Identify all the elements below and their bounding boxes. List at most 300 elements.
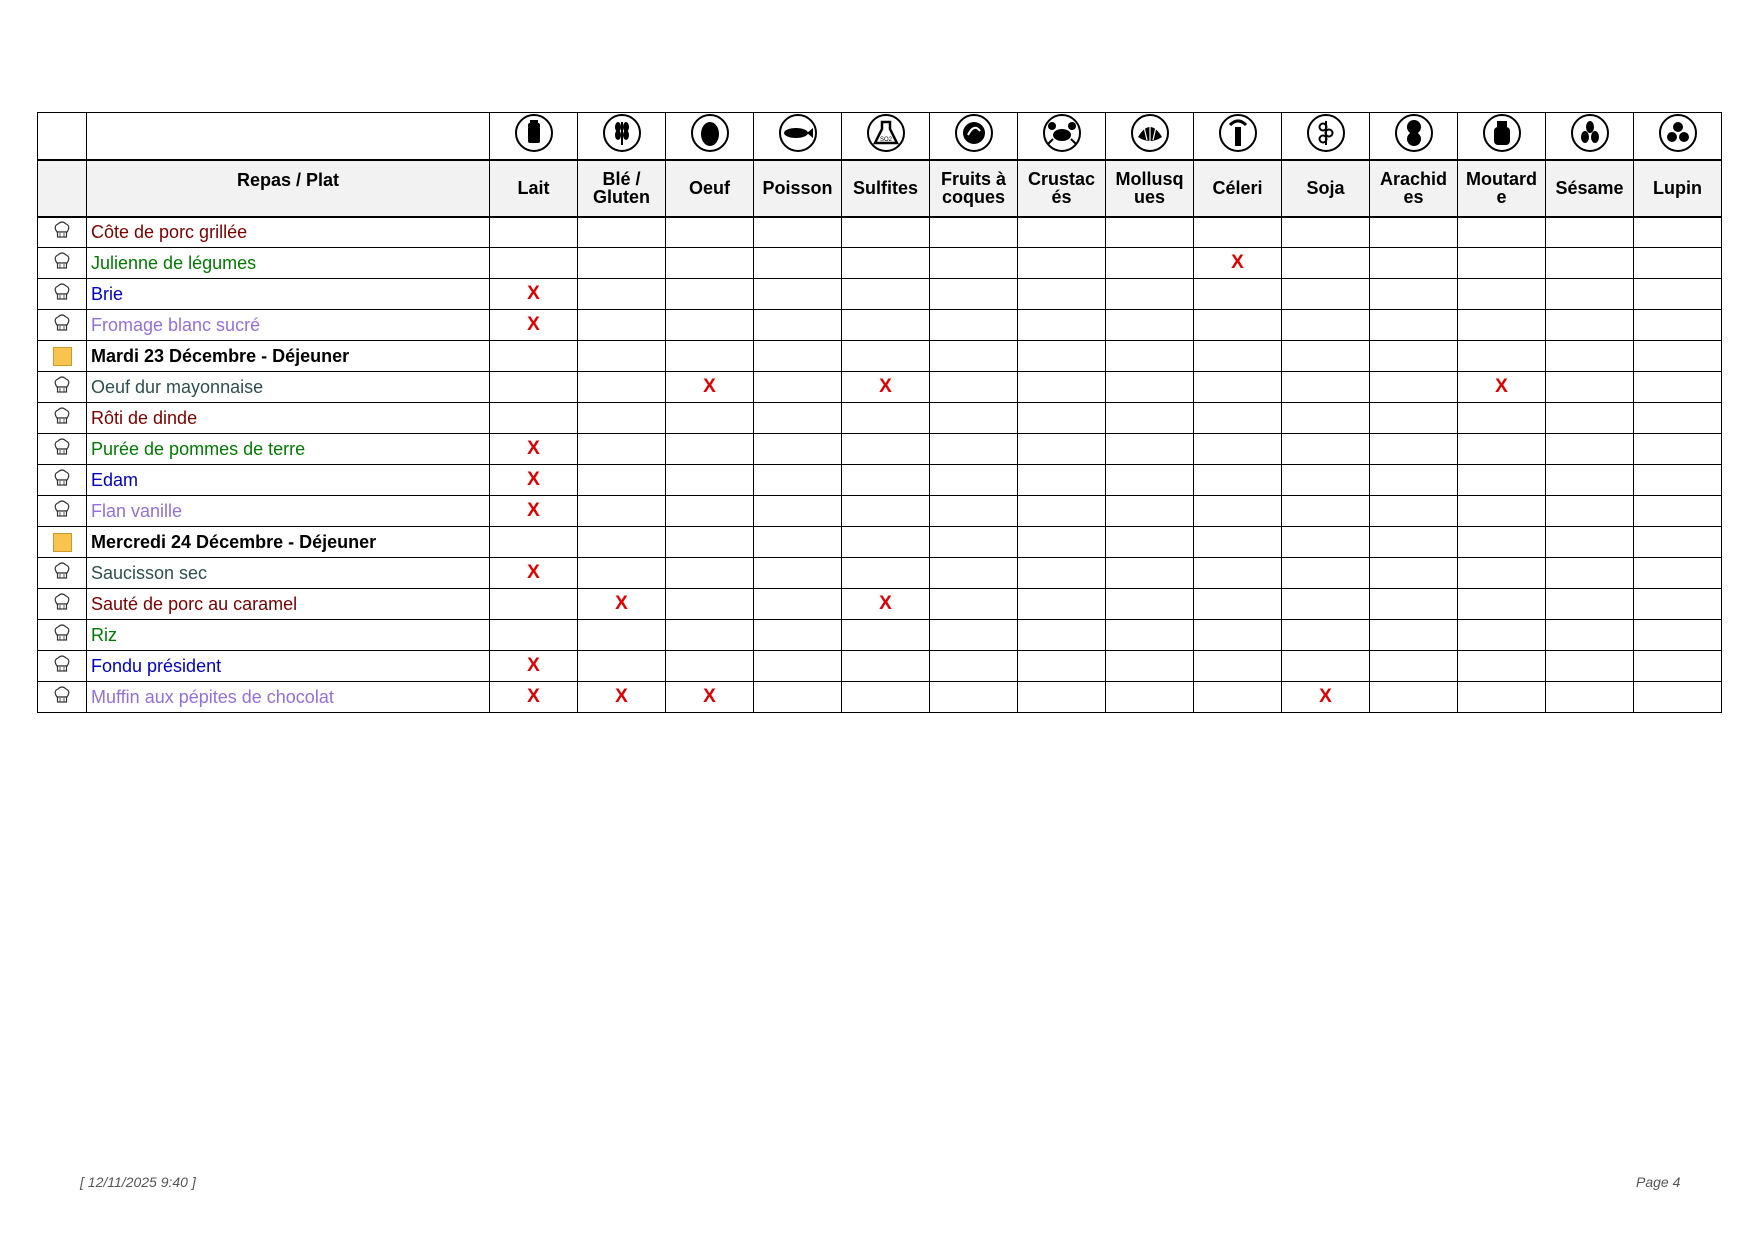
allergen-mark-cell [930, 465, 1018, 496]
allergen-mark-cell [1018, 620, 1106, 651]
dish-row [38, 496, 1722, 527]
allergen-mark-cell [1106, 589, 1194, 620]
allergen-mark-cell [1546, 372, 1634, 403]
chef-hat-icon [52, 282, 72, 307]
allergen-mark-cell [666, 496, 754, 527]
allergen-mark-cell [754, 558, 842, 589]
allergen-mark-cell [1194, 682, 1282, 713]
allergen-mark-cell [1634, 341, 1722, 372]
allergen-mark-cell [754, 248, 842, 279]
allergen-mark-cell [1546, 682, 1634, 713]
allergen-mark-cell [1546, 279, 1634, 310]
allergen-icon-cell [490, 113, 578, 160]
allergen-mark-cell [1106, 217, 1194, 248]
allergen-header-label: Sulfites [852, 178, 918, 198]
allergen-mark-cell [666, 434, 754, 465]
allergen-mark-cell [1282, 341, 1370, 372]
allergen-mark-cell [1370, 465, 1458, 496]
allergen-mark-cell [1370, 682, 1458, 713]
allergen-mark-cell [1634, 527, 1722, 558]
allergen-mark-cell [1018, 341, 1106, 372]
allergen-mark-cell [1194, 558, 1282, 589]
allergen-mark-cell [1282, 248, 1370, 279]
allergen-mark-cell [842, 434, 930, 465]
allergen-mark-cell [578, 341, 666, 372]
allergen-mark-cell [490, 527, 578, 558]
allergen-mark-cell [578, 527, 666, 558]
chef-hat-icon [52, 220, 72, 245]
allergen-mark-cell [1194, 403, 1282, 434]
dish-name: Saucisson sec [87, 558, 490, 589]
allergen-mark-cell [490, 620, 578, 651]
day-label: Mardi 23 Décembre - Déjeuner [87, 341, 490, 372]
allergen-mark-cell [842, 558, 930, 589]
allergen-header-label: Lait [517, 178, 550, 198]
day-label: Mercredi 24 Décembre - Déjeuner [87, 527, 490, 558]
allergen-mark-cell [578, 248, 666, 279]
allergen-mark-cell [1634, 217, 1722, 248]
allergen-mark-cell [578, 372, 666, 403]
allergen-mark-cell [490, 248, 578, 279]
allergen-mark-cell [930, 527, 1018, 558]
shell-icon [1130, 113, 1170, 158]
row-icon-cell [38, 620, 87, 651]
allergen-mark-cell [1458, 527, 1546, 558]
allergen-mark-cell [842, 403, 930, 434]
allergen-mark-cell [666, 341, 754, 372]
allergen-icon-cell [842, 113, 930, 160]
allergen-mark-cell: X [1458, 372, 1546, 403]
allergen-mark-cell [1634, 248, 1722, 279]
allergen-mark-cell [666, 651, 754, 682]
allergen-mark-cell [930, 434, 1018, 465]
allergen-mark-cell [1106, 310, 1194, 341]
allergen-mark-cell: X [490, 279, 578, 310]
blank-cell [87, 113, 490, 160]
allergen-mark-cell [1106, 651, 1194, 682]
allergen-header [930, 160, 1018, 217]
allergen-mark-cell [754, 403, 842, 434]
allergen-mark-cell [930, 651, 1018, 682]
allergen-header [1370, 160, 1458, 217]
allergen-mark-cell [842, 279, 930, 310]
allergen-mark-cell [1018, 434, 1106, 465]
allergen-mark-cell [666, 527, 754, 558]
allergen-mark-cell [754, 310, 842, 341]
allergen-mark-cell [1106, 620, 1194, 651]
allergen-mark-cell [1018, 217, 1106, 248]
allergen-header [1458, 160, 1546, 217]
chef-hat-icon [52, 654, 72, 679]
allergen-mark-cell [1106, 434, 1194, 465]
allergen-mark-cell [1018, 651, 1106, 682]
allergen-header [490, 160, 578, 217]
crab-icon [1042, 113, 1082, 158]
allergen-icon-cell [1018, 113, 1106, 160]
dish-name: Rôti de dinde [87, 403, 490, 434]
allergen-mark-cell [842, 217, 930, 248]
egg-icon [690, 113, 730, 158]
allergen-mark-cell: X [1194, 248, 1282, 279]
allergen-mark-cell [930, 372, 1018, 403]
allergen-mark-cell [754, 434, 842, 465]
row-icon-cell [38, 279, 87, 310]
allergen-mark-cell [666, 620, 754, 651]
allergen-header-label: Crustac [1027, 169, 1096, 189]
dish-name: Edam [87, 465, 490, 496]
row-icon-cell [38, 217, 87, 248]
allergen-mark-cell [842, 651, 930, 682]
allergen-mark-cell [1018, 527, 1106, 558]
dish-row [38, 589, 1722, 620]
allergen-mark-cell [1546, 527, 1634, 558]
allergen-mark-cell [1634, 403, 1722, 434]
allergen-icon-cell [754, 113, 842, 160]
allergen-mark-cell [1546, 403, 1634, 434]
allergen-mark-cell [1018, 589, 1106, 620]
chef-hat-icon [52, 437, 72, 462]
row-icon-cell [38, 682, 87, 713]
allergen-header [754, 160, 842, 217]
allergen-mark-cell [754, 682, 842, 713]
allergen-header [842, 160, 930, 217]
allergen-mark-cell [754, 651, 842, 682]
allergen-mark-cell [754, 465, 842, 496]
allergen-mark-cell: X [666, 372, 754, 403]
dish-name: Flan vanille [87, 496, 490, 527]
allergen-mark-cell [578, 620, 666, 651]
dish-row [38, 434, 1722, 465]
allergen-mark-cell: X [490, 651, 578, 682]
dish-name: Sauté de porc au caramel [87, 589, 490, 620]
allergen-mark-cell: X [490, 496, 578, 527]
allergen-mark-cell [1634, 434, 1722, 465]
allergen-mark-cell [666, 217, 754, 248]
allergen-mark-cell [1194, 372, 1282, 403]
allergen-mark-cell [1370, 248, 1458, 279]
allergen-mark-cell: X [490, 434, 578, 465]
allergen-mark-cell [1546, 248, 1634, 279]
allergen-header-label: Fruits à [940, 169, 1006, 189]
allergen-mark-cell [842, 682, 930, 713]
allergen-mark-cell: X [490, 310, 578, 341]
allergen-mark-cell [1370, 403, 1458, 434]
row-icon-cell [38, 341, 87, 372]
allergen-mark-cell: X [578, 589, 666, 620]
allergen-header-label: Moutard [1466, 169, 1537, 189]
allergen-mark-cell [1458, 341, 1546, 372]
allergen-icon-cell [1458, 113, 1546, 160]
allergen-mark-cell [1018, 465, 1106, 496]
footer-page-number: Page 4 [1636, 1174, 1681, 1190]
allergen-mark-cell [1370, 310, 1458, 341]
celery-icon [1218, 113, 1258, 158]
allergen-mark-cell [930, 558, 1018, 589]
allergen-icon-cell [1106, 113, 1194, 160]
dish-row [38, 310, 1722, 341]
allergen-mark-cell [1370, 651, 1458, 682]
allergen-mark-cell [930, 279, 1018, 310]
allergen-mark-cell [1458, 310, 1546, 341]
dish-name: Purée de pommes de terre [87, 434, 490, 465]
allergen-mark-cell [1282, 310, 1370, 341]
allergen-icon-cell [666, 113, 754, 160]
chef-hat-icon [52, 685, 72, 710]
allergen-mark-cell [578, 465, 666, 496]
allergen-mark-cell [1106, 403, 1194, 434]
dish-name: Oeuf dur mayonnaise [87, 372, 490, 403]
dish-row [38, 558, 1722, 589]
allergen-mark-cell [578, 403, 666, 434]
allergen-mark-cell [578, 434, 666, 465]
allergen-mark-cell [1106, 527, 1194, 558]
dish-name: Brie [87, 279, 490, 310]
milk-bottle-icon [514, 113, 554, 158]
allergen-mark-cell [1106, 465, 1194, 496]
allergen-mark-cell [1106, 248, 1194, 279]
allergen-mark-cell [1282, 620, 1370, 651]
allergen-mark-cell [754, 527, 842, 558]
row-icon-cell [38, 310, 87, 341]
allergen-mark-cell: X [490, 682, 578, 713]
row-icon-cell [38, 496, 87, 527]
allergen-mark-cell [1018, 682, 1106, 713]
allergen-header-label: ues [1133, 187, 1166, 207]
allergen-mark-cell [1634, 558, 1722, 589]
allergen-mark-cell [1106, 558, 1194, 589]
allergen-mark-cell [1458, 403, 1546, 434]
allergen-mark-cell [578, 496, 666, 527]
dish-row [38, 372, 1722, 403]
allergen-mark-cell [1018, 496, 1106, 527]
allergen-mark-cell [1634, 620, 1722, 651]
allergen-header-label: Lupin [1653, 178, 1702, 198]
allergen-mark-cell [842, 465, 930, 496]
allergen-mark-cell [842, 620, 930, 651]
footer-timestamp: [ 12/11/2025 9:40 ] [80, 1174, 196, 1190]
allergen-mark-cell [490, 372, 578, 403]
row-icon-cell [38, 651, 87, 682]
chef-hat-icon [52, 623, 72, 648]
allergen-mark-cell [578, 279, 666, 310]
row-icon-cell [38, 372, 87, 403]
allergen-icon-cell [1634, 113, 1722, 160]
row-icon-cell [38, 465, 87, 496]
allergen-mark-cell [1370, 279, 1458, 310]
allergen-header-label: Gluten [593, 187, 650, 207]
day-header-row [38, 527, 1722, 558]
meal-day-icon [53, 347, 72, 366]
allergen-mark-cell [1370, 372, 1458, 403]
allergen-mark-cell [1634, 651, 1722, 682]
allergen-icon-cell [578, 113, 666, 160]
allergen-mark-cell [1194, 651, 1282, 682]
dish-row [38, 248, 1722, 279]
allergen-mark-cell: X [490, 465, 578, 496]
allergen-table [37, 112, 1722, 713]
allergen-mark-cell [1194, 620, 1282, 651]
allergen-mark-cell [1370, 620, 1458, 651]
allergen-mark-cell [1018, 372, 1106, 403]
blank-header-cell [38, 160, 87, 217]
chef-hat-icon [52, 313, 72, 338]
allergen-mark-cell [842, 527, 930, 558]
allergen-mark-cell [1106, 496, 1194, 527]
allergen-mark-cell [1194, 496, 1282, 527]
allergen-mark-cell [666, 310, 754, 341]
allergen-mark-cell [1018, 403, 1106, 434]
chef-hat-icon [52, 468, 72, 493]
row-icon-cell [38, 248, 87, 279]
allergen-mark-cell [1282, 651, 1370, 682]
soy-icon [1306, 113, 1346, 158]
allergen-mark-cell [1194, 589, 1282, 620]
allergen-mark-cell [490, 403, 578, 434]
allergen-mark-cell [1282, 465, 1370, 496]
allergen-mark-cell [1018, 248, 1106, 279]
allergen-icon-cell [1282, 113, 1370, 160]
allergen-icon-cell [930, 113, 1018, 160]
allergen-mark-cell [1282, 496, 1370, 527]
allergen-mark-cell [1370, 589, 1458, 620]
chef-hat-icon [52, 561, 72, 586]
nut-icon [954, 113, 994, 158]
dish-name: Muffin aux pépites de chocolat [87, 682, 490, 713]
allergen-header [1106, 160, 1194, 217]
day-header-row [38, 341, 1722, 372]
row-icon-cell [38, 589, 87, 620]
allergen-mark-cell [1370, 434, 1458, 465]
dish-row [38, 620, 1722, 651]
allergen-mark-cell [1282, 372, 1370, 403]
allergen-mark-cell [930, 496, 1018, 527]
allergen-mark-cell [930, 248, 1018, 279]
allergen-mark-cell [578, 217, 666, 248]
allergen-mark-cell [1282, 589, 1370, 620]
allergen-mark-cell [1106, 682, 1194, 713]
wheat-icon [602, 113, 642, 158]
allergen-header-label: Mollusq [1115, 169, 1184, 189]
header-row [38, 160, 1722, 217]
allergen-mark-cell: X [1282, 682, 1370, 713]
row-icon-cell [38, 558, 87, 589]
allergen-mark-cell [1546, 651, 1634, 682]
allergen-mark-cell [1370, 527, 1458, 558]
row-icon-cell [38, 403, 87, 434]
allergen-mark-cell [1634, 496, 1722, 527]
allergen-mark-cell [578, 558, 666, 589]
row-icon-cell [38, 527, 87, 558]
allergen-mark-cell [842, 496, 930, 527]
allergen-header-label: coques [941, 187, 1006, 207]
allergen-mark-cell [666, 465, 754, 496]
allergen-header [1018, 160, 1106, 217]
allergen-icon-cell [1370, 113, 1458, 160]
allergen-mark-cell [1370, 341, 1458, 372]
row-icon-cell [38, 434, 87, 465]
allergen-mark-cell [1634, 589, 1722, 620]
allergen-mark-cell [666, 403, 754, 434]
allergen-mark-cell [1106, 341, 1194, 372]
allergen-mark-cell [1018, 310, 1106, 341]
dish-name: Riz [87, 620, 490, 651]
allergen-mark-cell [666, 589, 754, 620]
allergen-mark-cell [930, 403, 1018, 434]
allergen-header-label: Sésame [1555, 178, 1624, 198]
allergen-mark-cell [754, 589, 842, 620]
lupin-icon [1658, 113, 1698, 158]
allergen-mark-cell [1546, 217, 1634, 248]
allergen-mark-cell [1458, 279, 1546, 310]
allergen-mark-cell [578, 651, 666, 682]
allergen-mark-cell [666, 279, 754, 310]
allergen-mark-cell [1458, 620, 1546, 651]
allergen-mark-cell [1282, 217, 1370, 248]
allergen-mark-cell [842, 310, 930, 341]
dish-name: Julienne de légumes [87, 248, 490, 279]
allergen-mark-cell [1546, 341, 1634, 372]
allergen-mark-cell [1458, 589, 1546, 620]
allergen-mark-cell [842, 341, 930, 372]
dish-column-header: Repas / Plat [87, 160, 490, 217]
allergen-mark-cell [1546, 434, 1634, 465]
allergen-mark-cell: X [842, 589, 930, 620]
allergen-mark-cell [754, 217, 842, 248]
allergen-mark-cell [1546, 558, 1634, 589]
allergen-header-label: Céleri [1212, 178, 1263, 198]
allergen-icon-row [38, 113, 1722, 160]
allergen-mark-cell [1458, 434, 1546, 465]
allergen-mark-cell [1546, 589, 1634, 620]
allergen-mark-cell [1106, 279, 1194, 310]
allergen-mark-cell [490, 341, 578, 372]
allergen-mark-cell [930, 310, 1018, 341]
allergen-header [1546, 160, 1634, 217]
allergen-mark-cell [1458, 217, 1546, 248]
allergen-icon-cell [1546, 113, 1634, 160]
allergen-mark-cell [1194, 465, 1282, 496]
allergen-header-label: e [1496, 187, 1507, 207]
allergen-header [1634, 160, 1722, 217]
dish-row [38, 403, 1722, 434]
chef-hat-icon [52, 592, 72, 617]
allergen-mark-cell: X [666, 682, 754, 713]
peanut-icon [1394, 113, 1434, 158]
dish-row [38, 279, 1722, 310]
allergen-mark-cell [1370, 558, 1458, 589]
allergen-mark-cell [1634, 310, 1722, 341]
mustard-jar-icon [1482, 113, 1522, 158]
allergen-mark-cell [1458, 682, 1546, 713]
allergen-mark-cell [1370, 217, 1458, 248]
allergen-mark-cell [930, 620, 1018, 651]
allergen-mark-cell [578, 310, 666, 341]
svg-text:SO2: SO2 [879, 137, 892, 144]
allergen-mark-cell [666, 558, 754, 589]
allergen-mark-cell [1018, 279, 1106, 310]
allergen-mark-cell [1106, 372, 1194, 403]
chef-hat-icon [52, 499, 72, 524]
allergen-mark-cell [1458, 558, 1546, 589]
allergen-mark-cell [1282, 558, 1370, 589]
allergen-header-label: Blé / [602, 169, 641, 189]
allergen-mark-cell [666, 248, 754, 279]
allergen-mark-cell [1282, 279, 1370, 310]
allergen-mark-cell: X [578, 682, 666, 713]
allergen-header-label: Arachid [1379, 169, 1448, 189]
allergen-mark-cell [1282, 527, 1370, 558]
dish-name: Côte de porc grillée [87, 217, 490, 248]
